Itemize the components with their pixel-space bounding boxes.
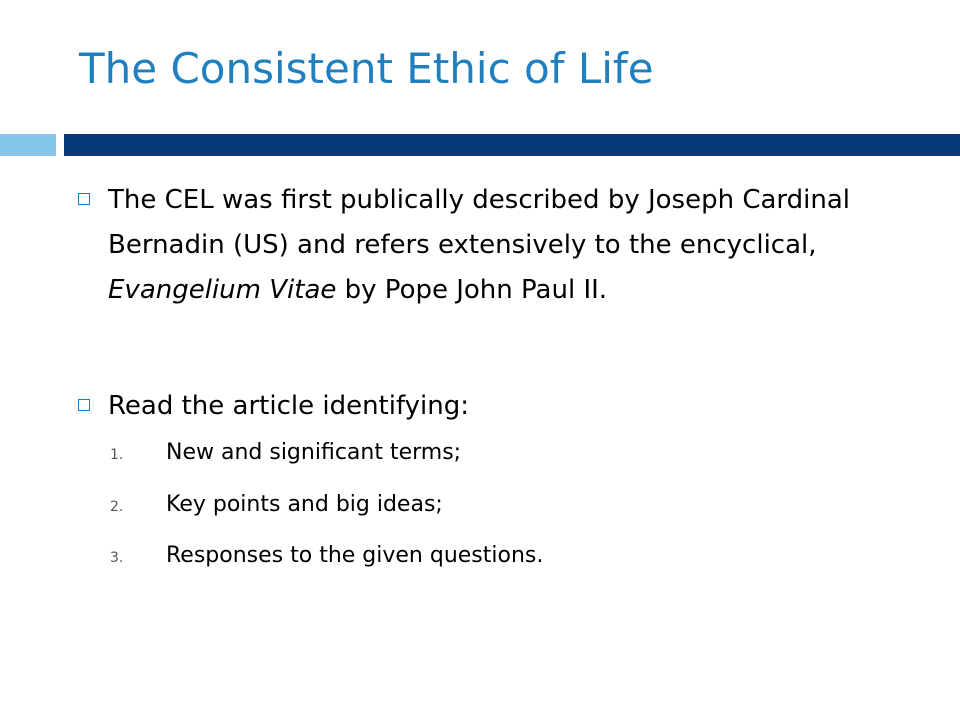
sub-item-text: New and significant terms; (166, 440, 462, 465)
accent-bar-dark (64, 134, 960, 156)
bullet-item-2 (78, 384, 888, 429)
bullet-item-1 (78, 178, 888, 313)
sub-item-text: Responses to the given questions. (166, 543, 544, 568)
sub-item-text: Key points and big ideas; (166, 492, 443, 517)
bullet-text-2: Read the article identifying: (108, 391, 470, 421)
sub-item-number: 2. (110, 499, 124, 515)
sub-item-3 (110, 541, 543, 573)
square-outline-icon (78, 193, 90, 205)
sub-item-2 (110, 490, 443, 522)
bullet-text-1-part-a: The CEL was first publically described by Joseph Cardinal Bernadin (US) and refers extensively to the encyclical, (108, 185, 851, 260)
slide-title: The Consistent Ethic of Life (79, 44, 654, 93)
bullet-text-1-part-b: by Pope John Paul II. (336, 275, 608, 305)
sub-item-number: 3. (110, 550, 124, 566)
sub-item-number: 1. (110, 447, 124, 463)
accent-bar-light (0, 134, 56, 156)
bullet-text-1 (108, 178, 888, 313)
square-outline-icon (78, 399, 90, 411)
bullet-text-1-italic: Evangelium Vitae (108, 275, 337, 305)
sub-item-1 (110, 438, 461, 470)
